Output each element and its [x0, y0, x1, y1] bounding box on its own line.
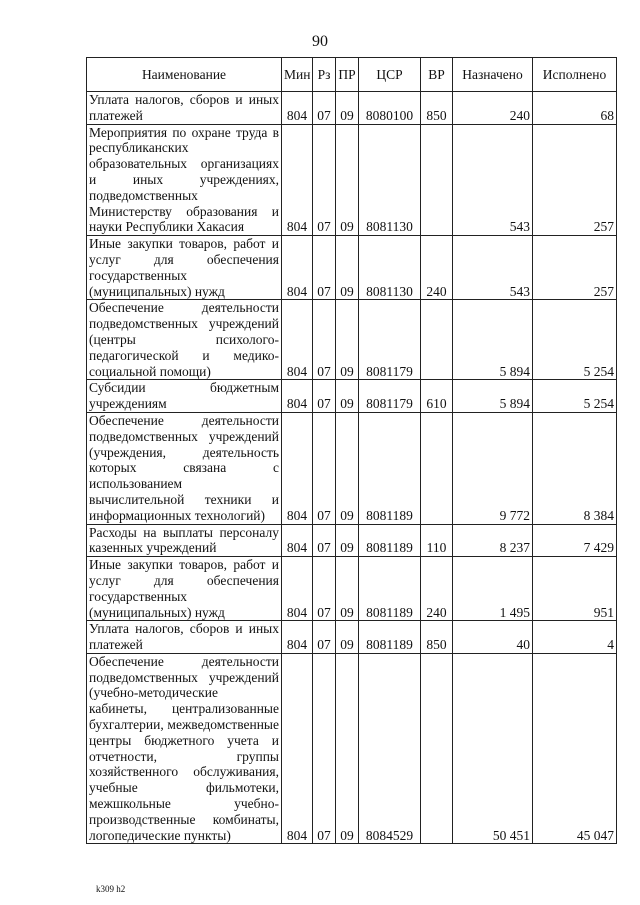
- table-row: [87, 557, 617, 621]
- row-executed: 5 254: [533, 380, 617, 413]
- row-rz: 07: [313, 653, 336, 844]
- row-pr: 09: [336, 412, 359, 524]
- row-pr: 09: [336, 300, 359, 380]
- row-csr: 8084529: [359, 653, 421, 844]
- row-name: Обеспечение деятельности подведомственных учреждений (центры психолого-педагогической и медико-социальной помощи): [87, 300, 282, 380]
- row-vr: 850: [421, 92, 453, 125]
- row-vr: 610: [421, 380, 453, 413]
- row-rz: 07: [313, 236, 336, 300]
- row-executed: 4: [533, 621, 617, 654]
- table-row: [87, 92, 617, 125]
- row-executed: 68: [533, 92, 617, 125]
- row-assigned: 8 237: [453, 524, 533, 557]
- row-assigned: 1 495: [453, 557, 533, 621]
- table-row: [87, 124, 617, 236]
- row-csr: 8081189: [359, 557, 421, 621]
- row-min: 804: [282, 412, 313, 524]
- table-row: [87, 653, 617, 844]
- row-assigned: 240: [453, 92, 533, 125]
- table-row: [87, 412, 617, 524]
- row-pr: 09: [336, 124, 359, 236]
- row-executed: 257: [533, 124, 617, 236]
- row-assigned: 5 894: [453, 300, 533, 380]
- row-csr: 8081179: [359, 300, 421, 380]
- table-header-row: [87, 58, 617, 92]
- row-pr: 09: [336, 557, 359, 621]
- row-pr: 09: [336, 236, 359, 300]
- row-min: 804: [282, 557, 313, 621]
- row-min: 804: [282, 92, 313, 125]
- header-rz: Рз: [313, 58, 336, 92]
- table-row: [87, 300, 617, 380]
- row-min: 804: [282, 380, 313, 413]
- row-pr: 09: [336, 92, 359, 125]
- table-row: [87, 621, 617, 654]
- row-executed: 951: [533, 557, 617, 621]
- table-row: [87, 380, 617, 413]
- row-min: 804: [282, 524, 313, 557]
- row-min: 804: [282, 124, 313, 236]
- row-pr: 09: [336, 524, 359, 557]
- row-name: Расходы на выплаты персоналу казенных учреждений: [87, 524, 282, 557]
- row-assigned: 9 772: [453, 412, 533, 524]
- table-row: [87, 524, 617, 557]
- row-csr: 8081189: [359, 524, 421, 557]
- row-pr: 09: [336, 621, 359, 654]
- row-executed: 5 254: [533, 300, 617, 380]
- row-min: 804: [282, 653, 313, 844]
- row-assigned: 543: [453, 124, 533, 236]
- row-min: 804: [282, 621, 313, 654]
- row-min: 804: [282, 300, 313, 380]
- row-rz: 07: [313, 124, 336, 236]
- row-min: 804: [282, 236, 313, 300]
- header-pr: ПР: [336, 58, 359, 92]
- header-vr: ВР: [421, 58, 453, 92]
- row-executed: 8 384: [533, 412, 617, 524]
- row-rz: 07: [313, 621, 336, 654]
- row-rz: 07: [313, 300, 336, 380]
- row-executed: 257: [533, 236, 617, 300]
- header-min: Мин: [282, 58, 313, 92]
- row-rz: 07: [313, 380, 336, 413]
- row-assigned: 40: [453, 621, 533, 654]
- row-vr: 110: [421, 524, 453, 557]
- row-csr: 8080100: [359, 92, 421, 125]
- row-name: Обеспечение деятельности подведомственных учреждений (учреждения, деятельность которых связана с использованием вычислительной техники и информационных технологий): [87, 412, 282, 524]
- row-pr: 09: [336, 380, 359, 413]
- row-vr: 240: [421, 557, 453, 621]
- row-name: Уплата налогов, сборов и иных платежей: [87, 621, 282, 654]
- row-name: Мероприятия по охране труда в республиканских образовательных организациях и иных учреждениях, подведомственных Министерству образования и науки Республики Хакасия: [87, 124, 282, 236]
- row-executed: 7 429: [533, 524, 617, 557]
- row-name: Субсидии бюджетным учреждениям: [87, 380, 282, 413]
- row-vr: 240: [421, 236, 453, 300]
- row-assigned: 50 451: [453, 653, 533, 844]
- row-name: Обеспечение деятельности подведомственных учреждений (учебно-методические кабинеты, централизованные бухгалтерии, межведомственные центры бюджетного учета и отчетности, группы хозяйственного обслуживания, учебные фильмотеки, межшкольные учебно-производственные комбинаты, логопедические пункты): [87, 653, 282, 844]
- table-row: [87, 236, 617, 300]
- row-csr: 8081189: [359, 621, 421, 654]
- row-vr: [421, 300, 453, 380]
- row-assigned: 5 894: [453, 380, 533, 413]
- row-rz: 07: [313, 412, 336, 524]
- row-assigned: 543: [453, 236, 533, 300]
- row-rz: 07: [313, 557, 336, 621]
- row-rz: 07: [313, 92, 336, 125]
- header-name: Наименование: [87, 58, 282, 92]
- footer-code: k309 h2: [96, 884, 126, 894]
- row-csr: 8081130: [359, 124, 421, 236]
- header-csr: ЦСР: [359, 58, 421, 92]
- row-rz: 07: [313, 524, 336, 557]
- page-number: 90: [312, 33, 328, 50]
- row-csr: 8081130: [359, 236, 421, 300]
- row-vr: [421, 412, 453, 524]
- row-executed: 45 047: [533, 653, 617, 844]
- row-name: Уплата налогов, сборов и иных платежей: [87, 92, 282, 125]
- row-vr: 850: [421, 621, 453, 654]
- row-name: Иные закупки товаров, работ и услуг для обеспечения государственных (муниципальных) нужд: [87, 557, 282, 621]
- row-csr: 8081189: [359, 412, 421, 524]
- row-name: Иные закупки товаров, работ и услуг для обеспечения государственных (муниципальных) нужд: [87, 236, 282, 300]
- header-executed: Исполнено: [533, 58, 617, 92]
- row-pr: 09: [336, 653, 359, 844]
- header-assigned: Назначено: [453, 58, 533, 92]
- row-vr: [421, 653, 453, 844]
- row-vr: [421, 124, 453, 236]
- budget-table: [86, 57, 617, 844]
- row-csr: 8081179: [359, 380, 421, 413]
